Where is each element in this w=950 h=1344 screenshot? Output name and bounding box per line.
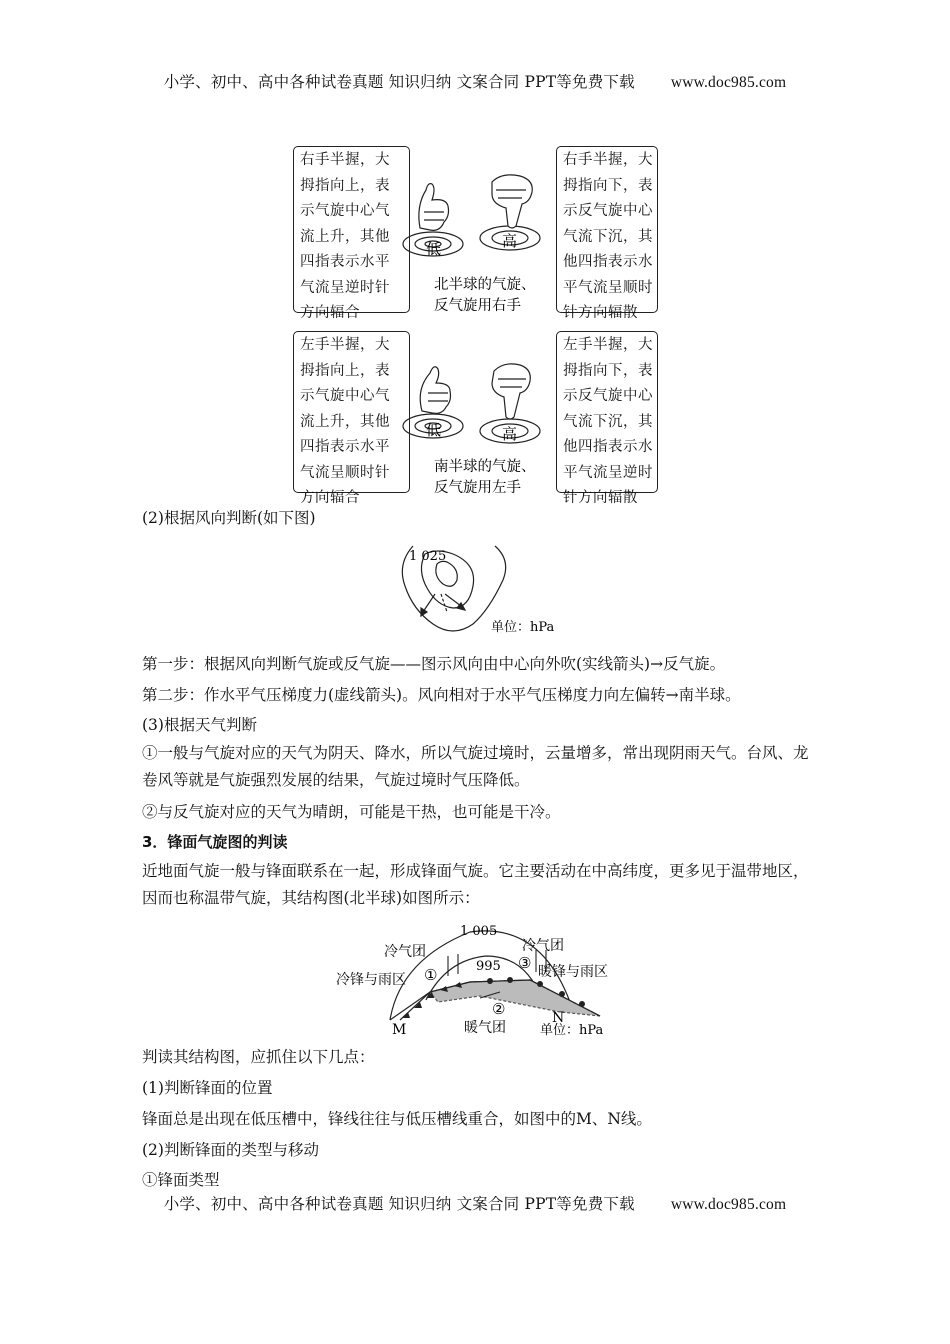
box-line: 方向辐合 <box>300 305 360 321</box>
box-line: 他四指表示水 <box>563 254 653 270</box>
north-caption-line2: 反气旋用右手 <box>434 298 521 314</box>
north-right-box <box>556 146 658 321</box>
box-line: 右手半握，大 <box>300 152 390 168</box>
box-line: 平气流呈逆时 <box>563 464 653 481</box>
header-text: 小学、初中、高中各种试卷真题 知识归纳 文案合同 PPT等免费下载 <box>163 73 635 91</box>
south-right-box <box>556 331 658 506</box>
cold-air-left-label: 冷气团 <box>384 944 426 960</box>
box-line: 示反气旋中心 <box>563 388 653 404</box>
unit-label: 单位：hPa <box>491 620 555 635</box>
isobar-label: 1 025 <box>409 549 447 564</box>
north-hands-illustration <box>400 146 560 316</box>
footer-site: www.doc985.com <box>670 1196 787 1213</box>
box-line: 左手半握，大 <box>563 337 653 353</box>
box-line: 气流下沉，其 <box>563 413 653 430</box>
low-label: 低 <box>426 421 442 439</box>
cold-air-right-label: 冷气团 <box>522 938 564 954</box>
position-title: (1)判断锋面的位置 <box>142 1079 273 1097</box>
box-line: 针方向辐散 <box>563 490 638 506</box>
high-label: 高 <box>502 232 518 250</box>
header-site: www.doc985.com <box>670 74 787 91</box>
weather1-text: ①一般与气旋对应的天气为阴天、降水，所以气旋过境时，云量增多，常出现阴雨天气。台风、龙卷风等就是气旋强烈发展的结果，气旋过境时气压降低。 <box>142 744 809 789</box>
box-line: 四指表示水平 <box>300 439 390 455</box>
box-line: 拇指向下，表 <box>563 177 653 194</box>
step2-text: 第二步：作水平气压梯度力(虚线箭头)。风向相对于水平气压梯度力向左偏转→南半球。 <box>142 686 741 704</box>
low-label: 低 <box>426 240 442 258</box>
wind-title: (2)根据风向判断(如下图) <box>142 509 316 527</box>
type-title: (2)判断锋面的类型与移动 <box>142 1141 319 1159</box>
key-points: 判读其结构图，应抓住以下几点： <box>142 1048 375 1066</box>
step1-text: 第一步：根据风向判断气旋或反气旋——图示风向由中心向外吹(实线箭头)→反气旋。 <box>142 655 726 673</box>
south-left-box <box>293 331 410 506</box>
box-line: 拇指向上，表 <box>300 362 390 379</box>
south-caption-line2: 反气旋用左手 <box>434 480 521 496</box>
page-header <box>0 70 950 92</box>
weather-title: (3)根据天气判断 <box>142 716 257 734</box>
north-caption-line1: 北半球的气旋、 <box>434 277 536 293</box>
weather2-text: ②与反气旋对应的天气为晴朗，可能是干热，也可能是干冷。 <box>142 803 561 821</box>
box-line: 气流下沉，其 <box>563 228 653 245</box>
section3-intro: 近地面气旋一般与锋面联系在一起，形成锋面气旋。它主要活动在中高纬度，更多见于温带地区，因而也称温带气旋，其结构图(北半球)如图所示： <box>142 862 809 907</box>
box-line: 示反气旋中心 <box>563 203 653 219</box>
warm-air-label: 暖气团 <box>464 1020 506 1036</box>
point-m-label: M <box>392 1022 407 1038</box>
box-line: 拇指向下，表 <box>563 362 653 379</box>
unit-label: 单位：hPa <box>540 1023 604 1038</box>
box-line: 流上升，其他 <box>300 228 390 245</box>
box-line: 他四指表示水 <box>563 439 653 455</box>
box-line: 四指表示水平 <box>300 254 390 270</box>
type-subtitle: ①锋面类型 <box>142 1171 220 1189</box>
anticyclone-diagram <box>395 538 565 638</box>
cold-front-label: 冷锋与雨区 <box>336 972 406 988</box>
point-n-label: N <box>552 1010 565 1026</box>
box-line: 示气旋中心气 <box>300 388 390 404</box>
position-text: 锋面总是出现在低压槽中，锋线往往与低压槽线重合，如图中的M、N线。 <box>142 1110 652 1128</box>
page-footer <box>0 1192 950 1214</box>
south-caption-line1: 南半球的气旋、 <box>434 459 536 475</box>
frontal-cyclone-diagram <box>330 920 620 1040</box>
south-hands-illustration <box>400 331 560 496</box>
box-line: 右手半握，大 <box>563 152 653 168</box>
box-line: 示气旋中心气 <box>300 203 390 219</box>
box-line: 气流呈顺时针 <box>300 464 390 481</box>
high-label: 高 <box>502 425 518 443</box>
warm-front-label: 暖锋与雨区 <box>538 964 608 980</box>
section3-title: 3．锋面气旋图的判读 <box>142 833 288 851</box>
box-line: 方向辐合 <box>300 490 360 506</box>
box-line: 平气流呈顺时 <box>563 279 653 296</box>
north-left-box <box>293 146 410 321</box>
footer-text: 小学、初中、高中各种试卷真题 知识归纳 文案合同 PPT等免费下载 <box>163 1195 635 1213</box>
marker-1: ① <box>424 966 438 984</box>
isobar-outer-label: 1 005 <box>460 924 498 939</box>
marker-2: ② <box>492 1000 506 1018</box>
box-line: 针方向辐散 <box>563 305 638 321</box>
box-line: 拇指向上，表 <box>300 177 390 194</box>
box-line: 气流呈逆时针 <box>300 279 390 296</box>
box-line: 左手半握，大 <box>300 337 390 353</box>
marker-3: ③ <box>518 954 532 972</box>
isobar-inner-label: 995 <box>476 959 501 974</box>
box-line: 流上升，其他 <box>300 413 390 430</box>
